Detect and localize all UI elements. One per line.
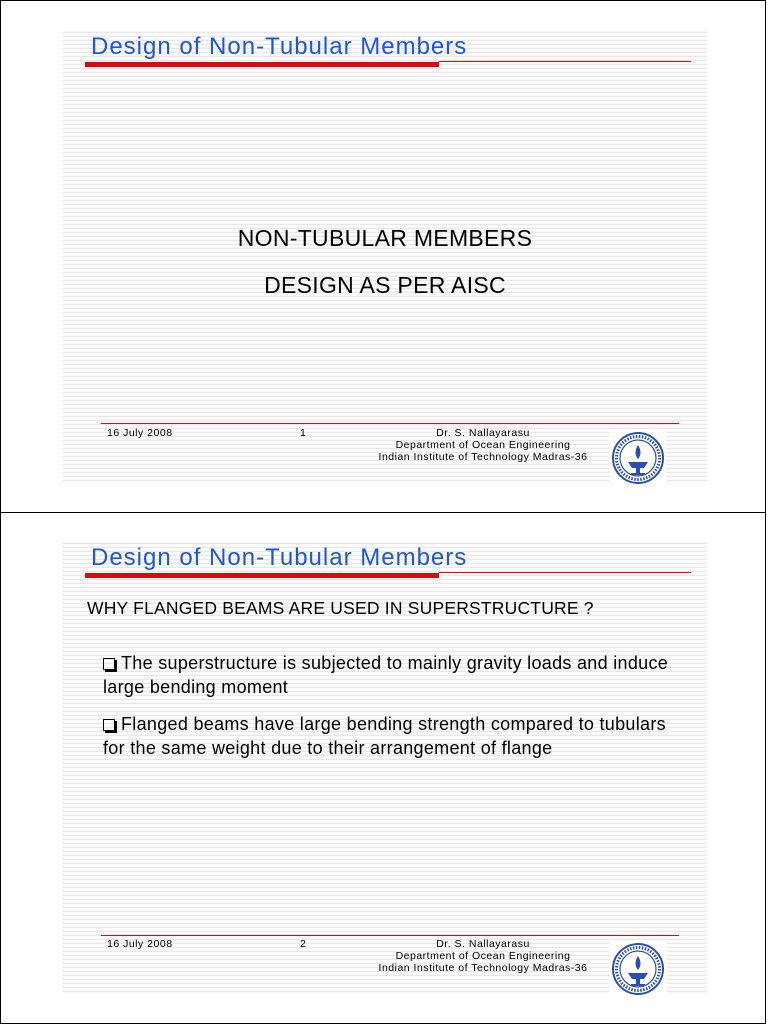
iit-madras-emblem-icon [609, 940, 667, 998]
slide-heading-line-2: DESIGN AS PER AISC [264, 272, 506, 298]
title-underline-thin [439, 572, 691, 573]
footer-author: Dr. S. Nallayarasu [436, 938, 530, 950]
slide-2 [63, 542, 707, 994]
footer-author: Dr. S. Nallayarasu [436, 427, 530, 439]
slide-subheading: WHY FLANGED BEAMS ARE USED IN SUPERSTRUCTURE ? [87, 598, 594, 618]
title-underline-thin [439, 61, 691, 62]
bullet-text: Flanged beams have large bending strength compared to tubulars for the same weight due to their arrangement of flange [103, 714, 666, 758]
footer-date: 16 July 2008 [107, 938, 173, 950]
bullet-text: The superstructure is subjected to mainly gravity loads and induce large bending moment [103, 653, 669, 697]
footer-institute: Indian Institute of Technology Madras-36 [378, 962, 588, 974]
title-underline-thick [85, 62, 439, 67]
slide-1 [63, 31, 707, 483]
bullet-item [103, 712, 673, 760]
footer-date: 16 July 2008 [107, 427, 173, 439]
document-page-1 [0, 0, 766, 513]
slide-title: Design of Non-Tubular Members [91, 544, 468, 571]
footer-page-number: 1 [300, 427, 307, 439]
footer-author-block [353, 938, 613, 974]
footer-department: Department of Ocean Engineering [395, 439, 571, 451]
footer-divider [101, 423, 679, 424]
footer-institute: Indian Institute of Technology Madras-36 [378, 451, 588, 463]
document-page-2 [0, 512, 766, 1024]
iit-madras-emblem-icon [609, 429, 667, 487]
footer-page-number: 2 [300, 938, 307, 950]
bullet-item [103, 651, 673, 699]
slide-heading-line-1: NON-TUBULAR MEMBERS [237, 225, 533, 251]
slide-title: Design of Non-Tubular Members [91, 33, 468, 60]
footer-department: Department of Ocean Engineering [395, 950, 571, 962]
footer-divider [101, 935, 679, 936]
checkbox-square-icon [103, 658, 115, 670]
checkbox-square-icon [103, 719, 115, 731]
footer-author-block [353, 427, 613, 463]
title-underline-thick [85, 573, 439, 578]
